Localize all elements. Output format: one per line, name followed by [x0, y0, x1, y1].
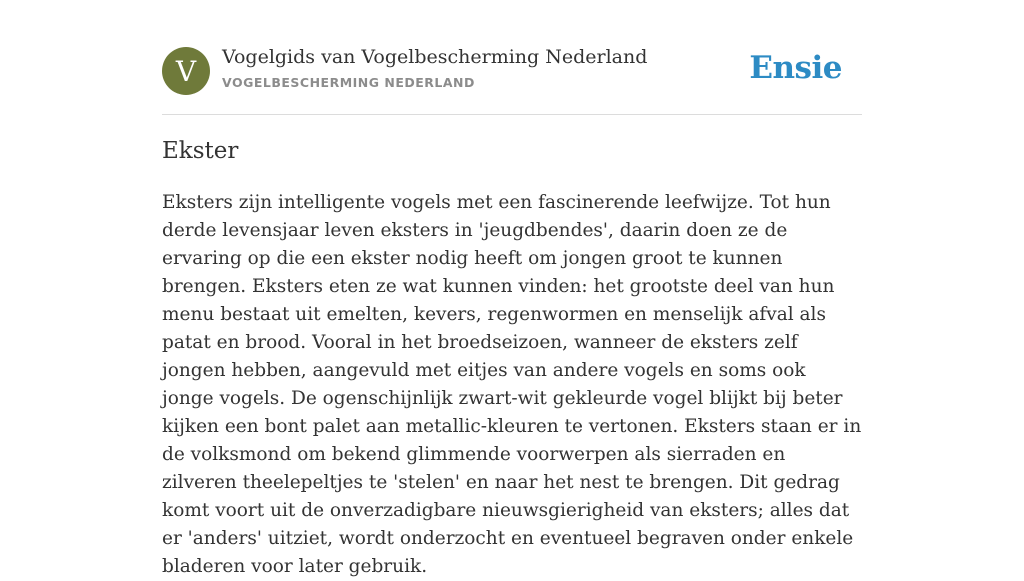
entry-text: Eksters zijn intelligente vogels met een fascinerende leefwijze. Tot hun derde levensjaar leven eksters in 'jeugdbendes', daarin doen ze de ervaring op die een ekster nodig heeft om jongen groot te kunnen brengen. Eksters eten ze wat kunnen vinden: het grootste deel van hun menu bestaat uit emelten, kevers, regenwormen en menselijk afval als patat en brood. Vooral in het broedseizoen, wanneer de eksters zelf jongen hebben, aangevuld met eitjes van andere vogels en soms ook jonge vogels. De ogenschijnlijk zwart-wit gekleurde vogel blijkt bij beter kijken een bont palet aan metallic-kleuren te vertonen. Eksters staan er in de volksmond om bekend glimmende voorwerpen als sierraden en zilveren theelepeltjes te 'stelen' en naar het nest te brengen. Dit gedrag komt voort uit de onverzadigbare nieuwsgierigheid van eksters; alles dat er 'anders' uitziet, wordt onderzocht en eventueel begraven onder enkele bladeren voor later gebruik.	[162, 192, 862, 577]
source-avatar[interactable]: V	[162, 47, 210, 95]
page-content	[162, 0, 862, 577]
entry-title: Ekster	[162, 138, 239, 164]
brand-logo[interactable]: Ensie	[749, 50, 842, 86]
source-title[interactable]: Vogelgids van Vogelbescherming Nederland	[222, 46, 648, 68]
source-header	[162, 0, 862, 115]
source-subtitle: VOGELBESCHERMING NEDERLAND	[222, 75, 475, 90]
